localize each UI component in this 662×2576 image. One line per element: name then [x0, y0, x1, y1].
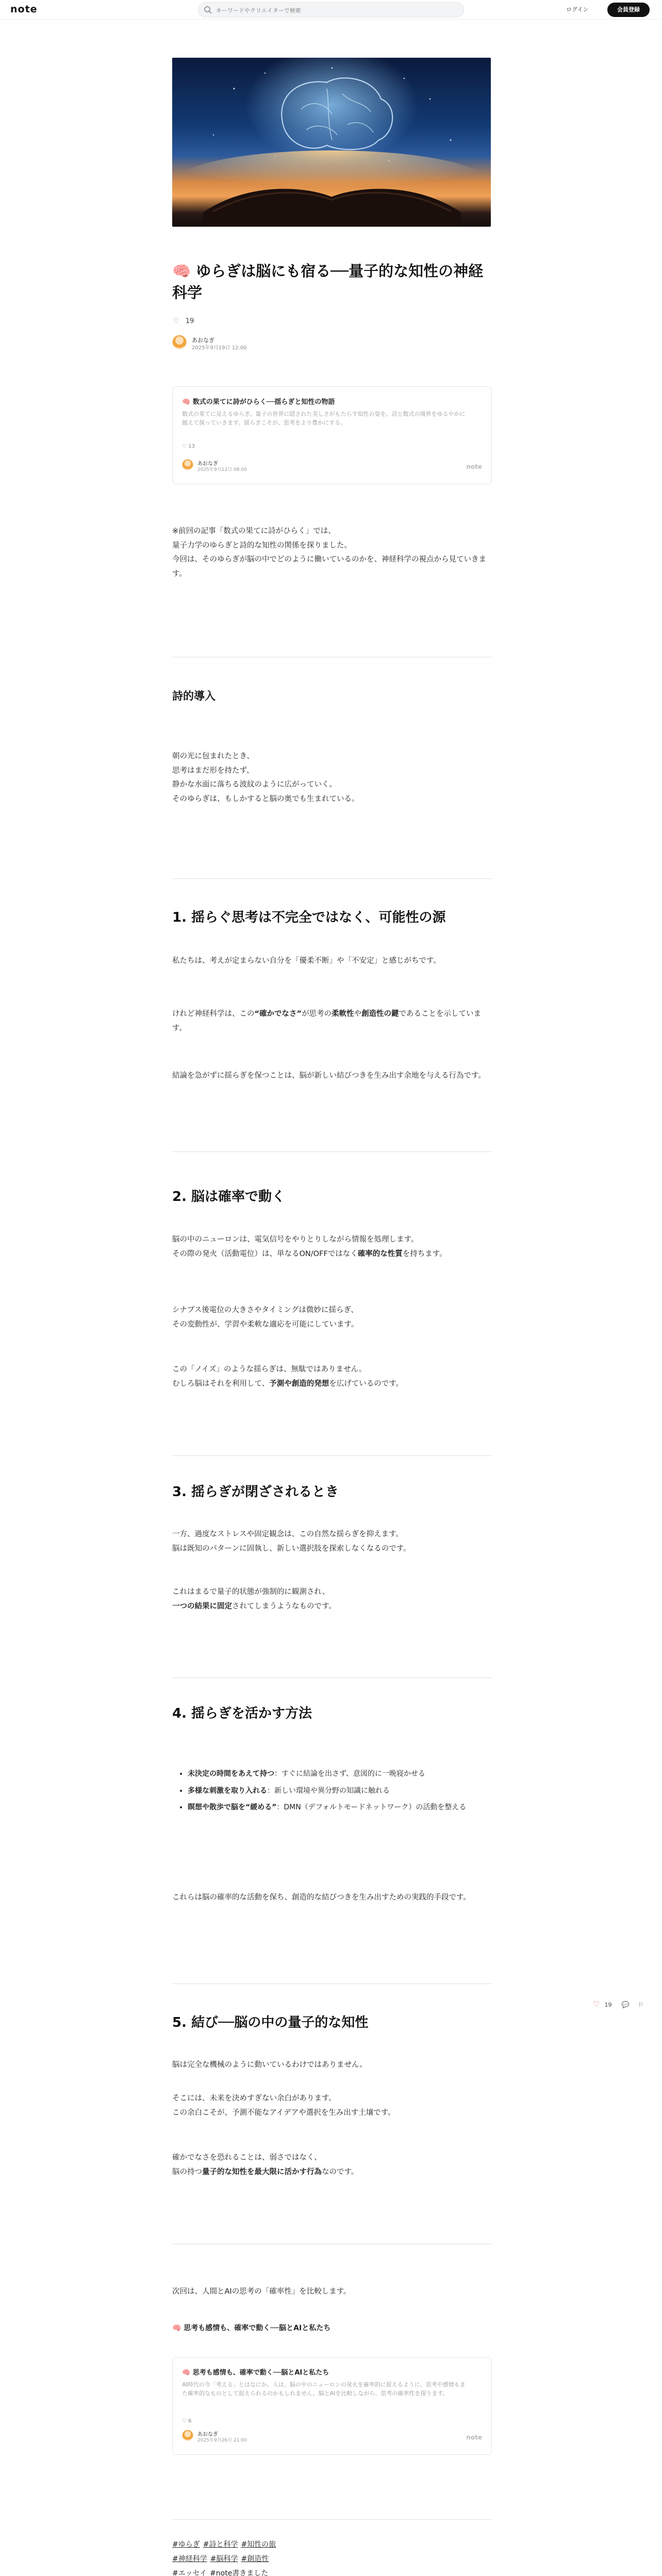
avatar[interactable]	[172, 335, 187, 349]
embed-author-name: あおなぎ	[197, 461, 218, 467]
embed-date: 2025年9月26日 21:00	[197, 2438, 247, 2443]
embed-card-prev[interactable]	[172, 386, 492, 484]
embed-card-next[interactable]	[172, 2357, 492, 2455]
article-title: 🧠 ゆらぎは脳にも宿る──量子的な知性の神経科学	[172, 262, 484, 302]
embed-brand: note	[466, 463, 482, 470]
embed-author	[182, 2430, 247, 2443]
list-item: • 多様な刺激を取り入れる：新しい環境や異分野の知識に触れる	[188, 1784, 490, 1798]
divider	[172, 1677, 492, 1678]
signup-button[interactable]: 会員登録	[607, 3, 650, 17]
intro-paragraph: ※前回の記事「数式の果てに詩がひらく」では、 量子力学のゆらぎと詩的な知性の関係を探りました。 今回は、そのゆらぎが脳の中でどのように働いているのかを、神経科学の視点から見ていきます。	[172, 527, 486, 578]
comment-icon[interactable]: 💬	[621, 2001, 630, 2008]
embed-brand: note	[466, 2434, 482, 2441]
tips-list	[180, 1767, 490, 1818]
next-article-link[interactable]: 🧠 思考も感情も、確率で動く──脳とAIと私たち	[172, 2324, 331, 2332]
embed-likes: ♡ 13	[182, 444, 195, 449]
search-icon	[204, 6, 212, 14]
section-heading-2: 2. 脳は確率で動く	[172, 1189, 286, 1205]
section-heading-poem: 詩的導入	[172, 690, 216, 702]
search-box[interactable]	[198, 2, 464, 18]
author-row[interactable]	[172, 335, 247, 351]
section5-p2: そこには、未来を決めすぎない余白があります。 この余白こそが、予測不能なアイデアや選択を生み出す土壌です。	[172, 2094, 395, 2117]
hashtag[interactable]: #知性の旅	[241, 2540, 276, 2549]
hashtag[interactable]: #詩と科学	[203, 2540, 238, 2549]
next-text: 次回は、人間とAIの思考の「確率性」を比較します。	[172, 2287, 351, 2296]
embed-author-name: あおなぎ	[197, 2432, 218, 2437]
hashtag[interactable]: #エッセイ	[172, 2569, 207, 2576]
publish-date: 2025年9月19日 12:00	[192, 345, 247, 351]
bookmark-icon[interactable]: ⚐	[638, 2001, 644, 2008]
embed-desc: AI時代の今「考える」とはなにか。人は、脳の中のニューロンの発火を確率的に捉えるように、思考や感情もまた確率的なものとして捉えられるのかもしれません。脳とAIを比較しながら、思考の確率性を探ります。	[182, 2381, 466, 2397]
hashtag[interactable]: #神経科学	[172, 2555, 207, 2563]
search-input[interactable]	[216, 5, 453, 16]
author-name[interactable]: あおなぎ	[192, 337, 214, 344]
hashtag[interactable]: #note書きました	[210, 2569, 269, 2576]
embed-author	[182, 459, 247, 472]
list-item: • 未決定の時間をあえて持つ：すぐに結論を出さず、意図的に一晩寝かせる	[188, 1767, 490, 1781]
top-header	[0, 0, 662, 20]
section-heading-1: 1. 揺らぐ思考は不完全ではなく、可能性の源	[172, 910, 446, 925]
section4-p1: これらは脳の確率的な活動を保ち、創造的な結びつきを生み出すための実践的手段です。	[172, 1893, 471, 1902]
hashtag[interactable]: #創造性	[241, 2555, 269, 2563]
login-link[interactable]: ログイン	[566, 6, 589, 13]
section2-p2: シナプス後電位の大きさやタイミングは微妙に揺らぎ、 その変動性が、学習や柔軟な適応を可能にしています。	[172, 1306, 359, 1329]
section2-p3: この「ノイズ」のような揺らぎは、無駄ではありません。 むしろ脳はそれを利用して、予測や創造的発想を広げているのです。	[172, 1365, 404, 1388]
note-logo[interactable]: note	[10, 4, 38, 15]
section2-p1: 脳の中のニューロンは、電気信号をやりとりしながら情報を処理します。 その際の発火（活動電位）は、単なるON/OFFではなく確率的な性質を持ちます。	[172, 1235, 447, 1258]
divider	[172, 1151, 492, 1152]
hashtag-list	[172, 2537, 378, 2576]
section5-p1: 脳は完全な機械のように動いているわけではありません。	[172, 2061, 367, 2069]
section3-p1: 一方、過度なストレスや固定観念は、この自然な揺らぎを抑えます。 脳は既知のパターンに固執し、新しい選択肢を探索しなくなるのです。	[172, 1530, 411, 1553]
section1-p1: 私たちは、考えが定まらない自分を「優柔不断」や「不安定」と感じがちです。	[172, 957, 441, 965]
hashtag[interactable]: #ゆらぎ	[172, 2540, 200, 2549]
heart-icon[interactable]: ♡	[173, 317, 179, 325]
divider	[172, 878, 492, 879]
divider	[172, 1455, 492, 1456]
embed-date: 2025年9月12日 08:00	[197, 467, 247, 472]
section1-p3: 結論を急がずに揺らぎを保つことは、脳が新しい結びつきを生み出す余地を与える行為です。	[172, 1072, 486, 1080]
floating-actions	[593, 1999, 650, 2011]
embed-likes: ♡ 6	[182, 2418, 192, 2424]
divider	[172, 2519, 492, 2520]
avatar	[182, 2430, 193, 2441]
section1-p2: けれど神経科学は、この“確かでなさ”が思考の柔軟性や創造性の鍵であることを示しています。	[172, 1010, 482, 1032]
heart-icon[interactable]: ♡	[593, 1999, 600, 2009]
top-like-count: 19	[185, 317, 194, 325]
hashtag[interactable]: #脳科学	[210, 2555, 238, 2563]
section5-p3: 確かでなさを恐れることは、弱さではなく、 脳の持つ量子的な知性を最大限に活かす行為なのです。	[172, 2154, 359, 2176]
section3-p2: これはまるで量子的状態が強制的に観測され、 一つの結果に固定されてしまうようなものです。	[172, 1588, 336, 1611]
hero-image	[172, 58, 491, 227]
section-heading-3: 3. 揺らぎが閉ざされるとき	[172, 1484, 339, 1500]
top-like[interactable]	[173, 317, 194, 325]
section-heading-5: 5. 結び──脳の中の量子的な知性	[172, 2015, 369, 2030]
section-heading-4: 4. 揺らぎを活かす方法	[172, 1706, 312, 1721]
brain-book-illustration	[172, 58, 491, 227]
embed-title[interactable]: 🧠 思考も感情も、確率で動く──脳とAIと私たち	[182, 2369, 329, 2377]
poem-paragraph: 朝の光に包まれたとき、 思考はまだ形を持たず、 静かな水面に落ちる波紋のように広がっていく。 そのゆらぎは、もしかすると脳の奥でも生まれている。	[172, 752, 359, 803]
embed-title[interactable]: 🧠 数式の果てに詩がひらく──揺らぎと知性の物語	[182, 398, 335, 406]
floating-like-count: 19	[604, 2002, 612, 2008]
list-item: • 瞑想や散歩で脳を“緩める”：DMN（デフォルトモードネットワーク）の活動を整える	[188, 1801, 490, 1815]
avatar	[182, 459, 193, 470]
embed-desc: 数式の果てに見えるゆらぎ。量子の世界に隠された美しさがもたらす知性の姿を、詩と数式の境界をゆるやかに越えて探っていきます。揺らぎこそが、思考をより豊かにする。	[182, 411, 466, 427]
